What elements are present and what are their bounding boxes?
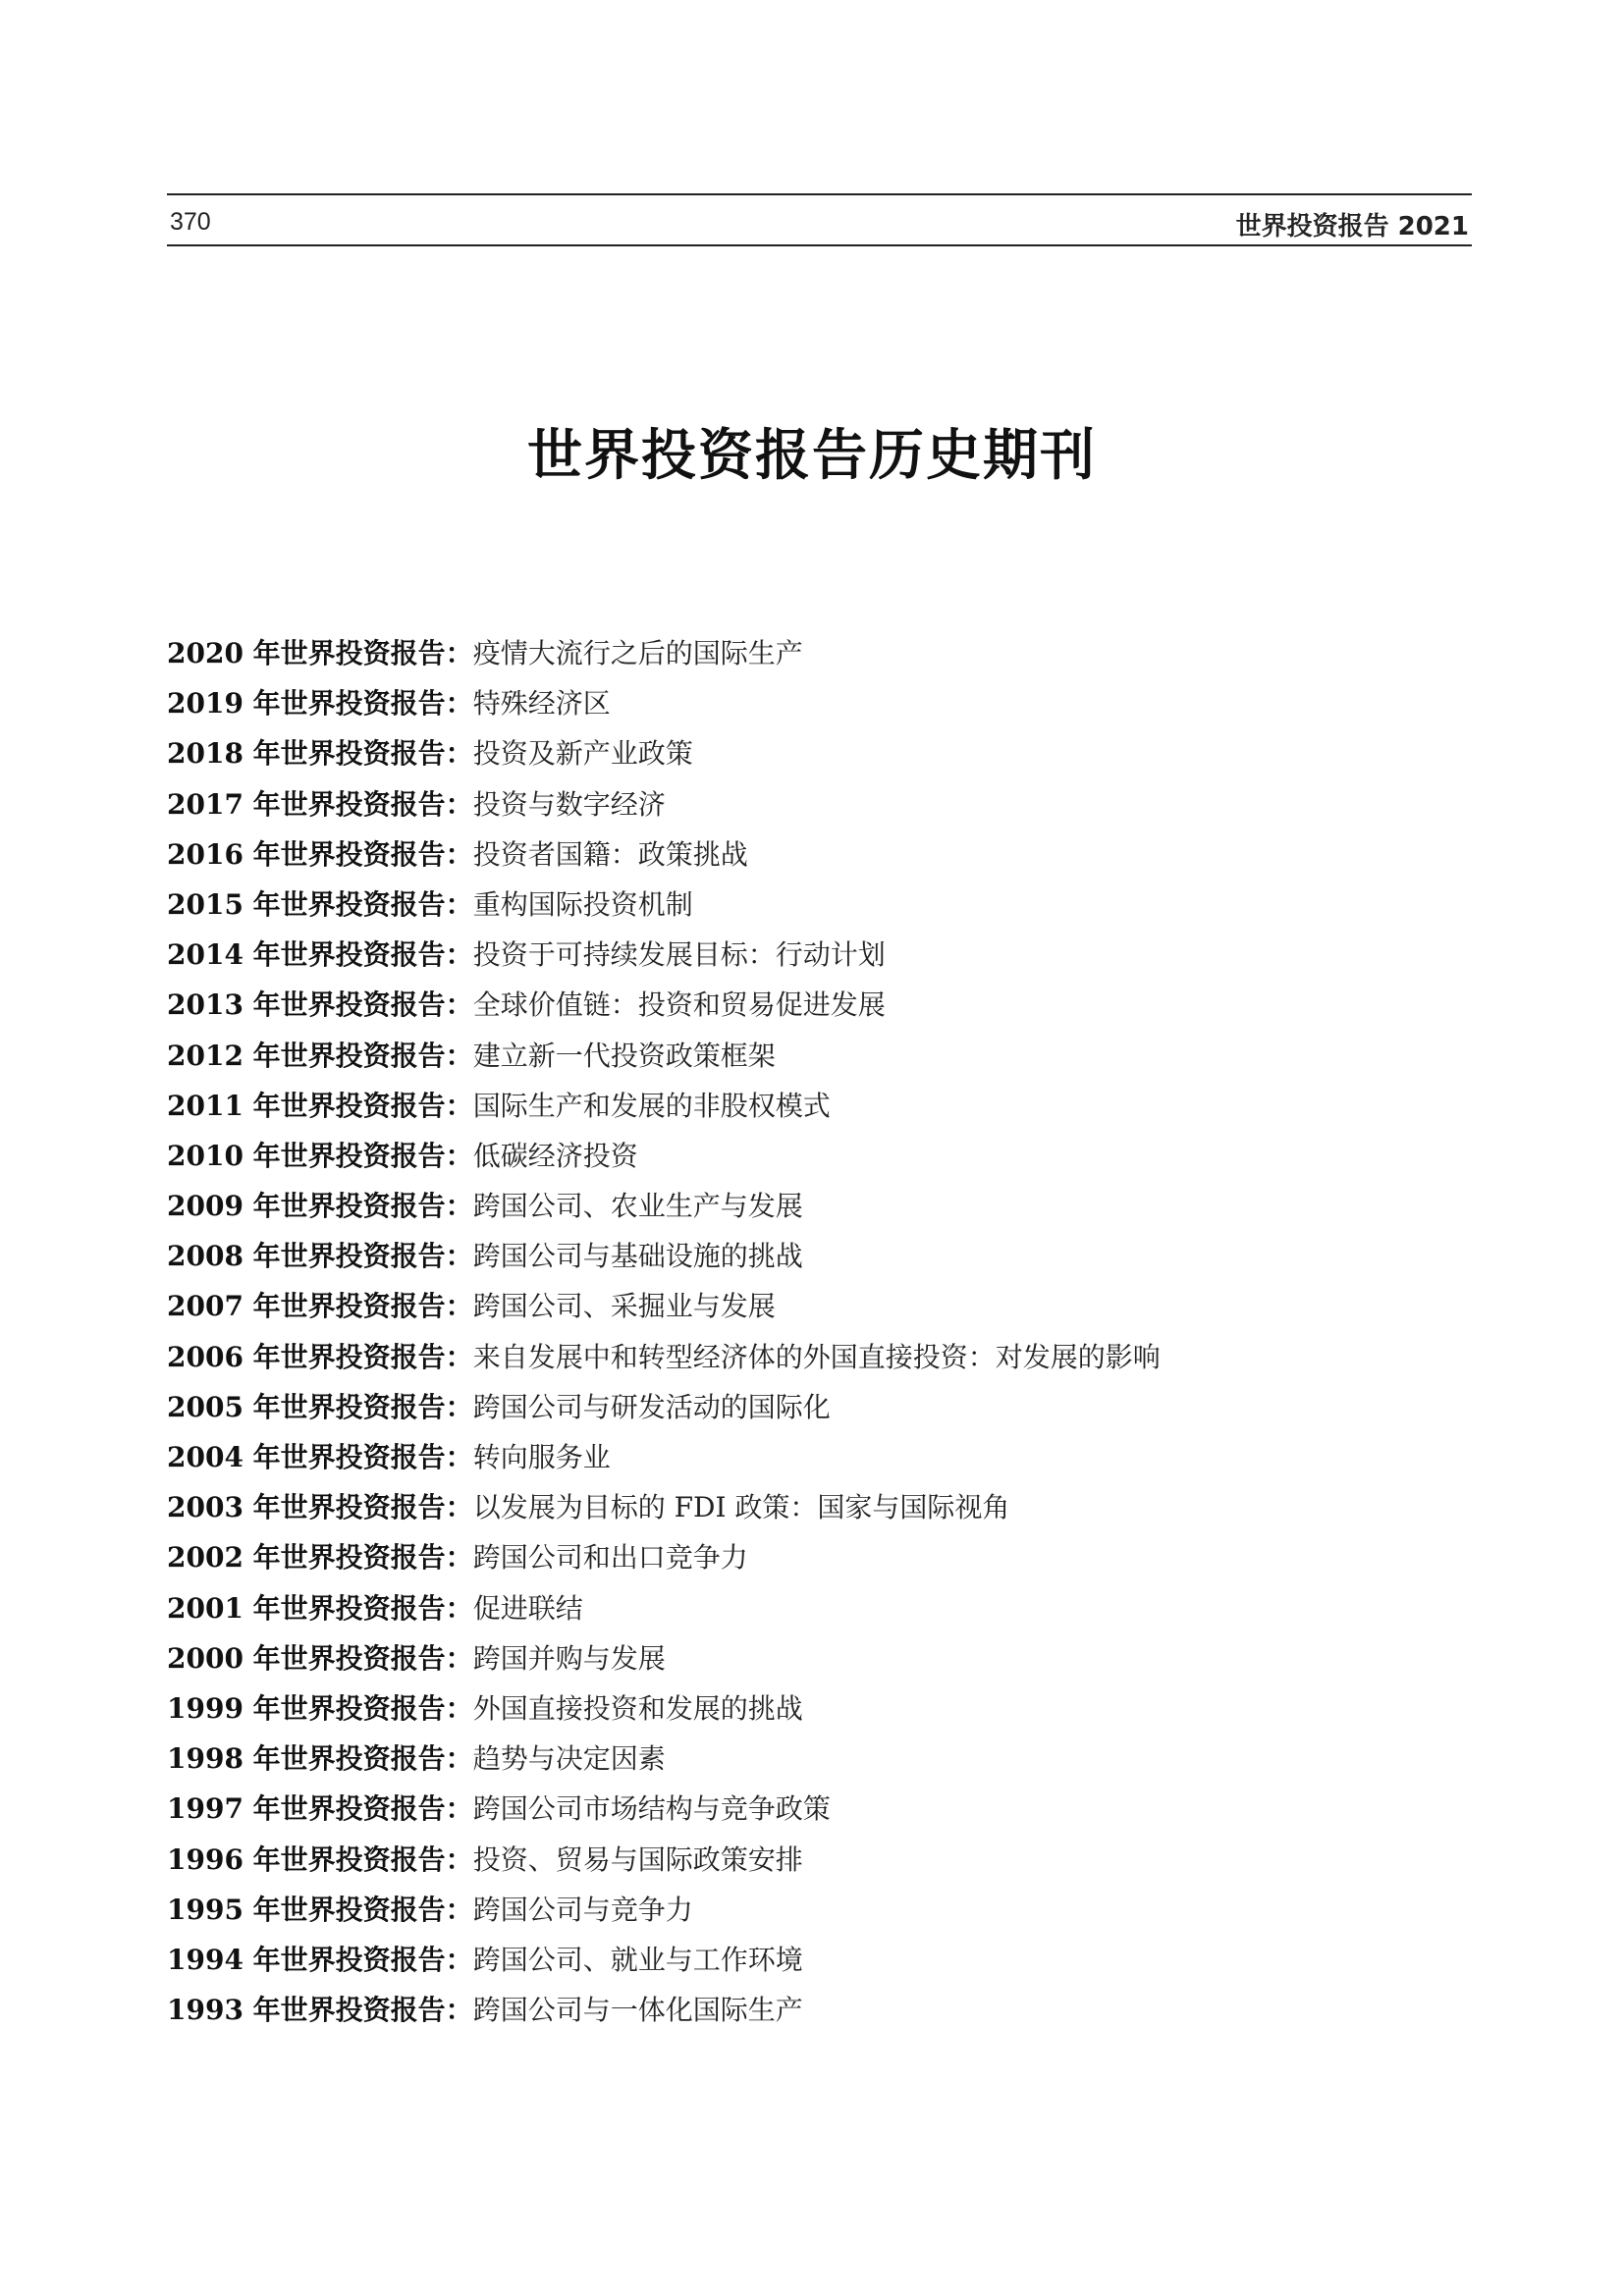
- list-item: [167, 829, 1472, 880]
- report-year-label: 1993 年世界投资报告：: [167, 1994, 473, 2027]
- report-title: 投资于可持续发展目标：行动计划: [472, 938, 886, 972]
- report-title: 跨国公司、就业与工作环境: [472, 1943, 803, 1976]
- report-year-label: 2001 年世界投资报告：: [167, 1591, 473, 1625]
- report-title: 跨国公司、采掘业与发展: [472, 1290, 776, 1323]
- list-item: [167, 1683, 1472, 1734]
- report-title: 以发展为目标的 FDI 政策：国家与国际视角: [472, 1491, 1010, 1524]
- list-item: [167, 1432, 1472, 1482]
- report-year-label: 2018 年世界投资报告：: [167, 737, 473, 771]
- report-year-label: 2011 年世界投资报告：: [167, 1089, 473, 1122]
- list-item: [167, 1633, 1472, 1683]
- report-title: 跨国公司与研发活动的国际化: [472, 1390, 831, 1423]
- list-item: [167, 1081, 1472, 1131]
- report-year-label: 2017 年世界投资报告：: [167, 787, 473, 821]
- list-item: [167, 1031, 1472, 1081]
- report-year-label: 2000 年世界投资报告：: [167, 1641, 473, 1675]
- report-title: 投资与数字经济: [472, 787, 666, 821]
- report-title: 特殊经济区: [472, 687, 611, 721]
- report-year-label: 1999 年世界投资报告：: [167, 1691, 473, 1725]
- report-title: 投资者国籍：政策挑战: [472, 837, 748, 871]
- report-year-label: 1997 年世界投资报告：: [167, 1792, 473, 1826]
- list-item: [167, 1281, 1472, 1331]
- list-item: [167, 1835, 1472, 1885]
- report-year-label: 2010 年世界投资报告：: [167, 1139, 473, 1172]
- list-item: [167, 1482, 1472, 1532]
- report-title: 来自发展中和转型经济体的外国直接投资：对发展的影响: [472, 1340, 1161, 1373]
- report-year-label: 2014 年世界投资报告：: [167, 938, 473, 972]
- list-item: [167, 1583, 1472, 1633]
- list-item: [167, 1784, 1472, 1834]
- report-title: 建立新一代投资政策框架: [472, 1039, 776, 1072]
- report-title: 趋势与决定因素: [472, 1742, 666, 1776]
- report-year-label: 2005 年世界投资报告：: [167, 1390, 473, 1423]
- report-year-label: 2012 年世界投资报告：: [167, 1039, 473, 1072]
- report-year-label: 2020 年世界投资报告：: [167, 637, 473, 669]
- report-year-label: 2004 年世界投资报告：: [167, 1441, 473, 1473]
- report-title: 跨国公司、农业生产与发展: [472, 1190, 803, 1223]
- report-title: 外国直接投资和发展的挑战: [472, 1691, 803, 1725]
- report-year-label: 1998 年世界投资报告：: [167, 1742, 473, 1776]
- list-item: [167, 779, 1472, 829]
- report-title: 跨国并购与发展: [472, 1641, 666, 1675]
- report-year-label: 1994 年世界投资报告：: [167, 1943, 473, 1976]
- list-item: [167, 678, 1472, 728]
- report-title: 疫情大流行之后的国际生产: [472, 637, 803, 669]
- list-item: [167, 1181, 1472, 1231]
- report-year-label: 2008 年世界投资报告：: [167, 1240, 473, 1273]
- report-title: 跨国公司市场结构与竞争政策: [472, 1792, 831, 1826]
- report-title: 重构国际投资机制: [472, 887, 693, 921]
- report-title: 跨国公司与竞争力: [472, 1893, 693, 1926]
- list-item: [167, 1131, 1472, 1181]
- report-year-label: 2003 年世界投资报告：: [167, 1491, 473, 1524]
- running-title: 世界投资报告 2021: [1235, 212, 1469, 241]
- list-item: [167, 1231, 1472, 1281]
- report-year-label: 2015 年世界投资报告：: [167, 887, 473, 921]
- list-item: [167, 880, 1472, 930]
- report-title: 跨国公司与基础设施的挑战: [472, 1240, 803, 1273]
- list-item: [167, 728, 1472, 778]
- page-number: 370: [170, 208, 211, 236]
- report-year-label: 2013 年世界投资报告：: [167, 988, 473, 1022]
- report-year-label: 2002 年世界投资报告：: [167, 1541, 473, 1575]
- page-header: [167, 193, 1472, 246]
- report-title: 投资、贸易与国际政策安排: [472, 1842, 803, 1876]
- report-year-label: 1996 年世界投资报告：: [167, 1842, 473, 1876]
- list-item: [167, 930, 1472, 980]
- list-item: [167, 1332, 1472, 1382]
- page-title: 世界投资报告历史期刊: [527, 424, 1097, 488]
- list-item: [167, 1532, 1472, 1582]
- list-item: [167, 1885, 1472, 1935]
- report-title: 低碳经济投资: [472, 1139, 638, 1172]
- report-title: 跨国公司与一体化国际生产: [472, 1994, 803, 2027]
- report-year-label: 2006 年世界投资报告：: [167, 1340, 473, 1373]
- report-year-label: 2016 年世界投资报告：: [167, 837, 473, 871]
- report-title: 促进联结: [472, 1591, 583, 1625]
- list-item: [167, 1734, 1472, 1784]
- list-item: [167, 1985, 1472, 2035]
- report-year-label: 2019 年世界投资报告：: [167, 687, 473, 721]
- list-item: [167, 1382, 1472, 1432]
- report-year-label: 2009 年世界投资报告：: [167, 1190, 473, 1223]
- list-item: [167, 1935, 1472, 1985]
- list-item: [167, 980, 1472, 1030]
- report-title: 全球价值链：投资和贸易促进发展: [472, 988, 886, 1022]
- report-title: 国际生产和发展的非股权模式: [472, 1089, 831, 1122]
- report-year-label: 2007 年世界投资报告：: [167, 1290, 473, 1323]
- list-item: [167, 628, 1472, 678]
- report-list: [167, 628, 1472, 2035]
- report-title: 跨国公司和出口竞争力: [472, 1541, 748, 1575]
- report-title: 投资及新产业政策: [472, 737, 693, 771]
- report-title: 转向服务业: [472, 1441, 611, 1473]
- report-year-label: 1995 年世界投资报告：: [167, 1893, 473, 1926]
